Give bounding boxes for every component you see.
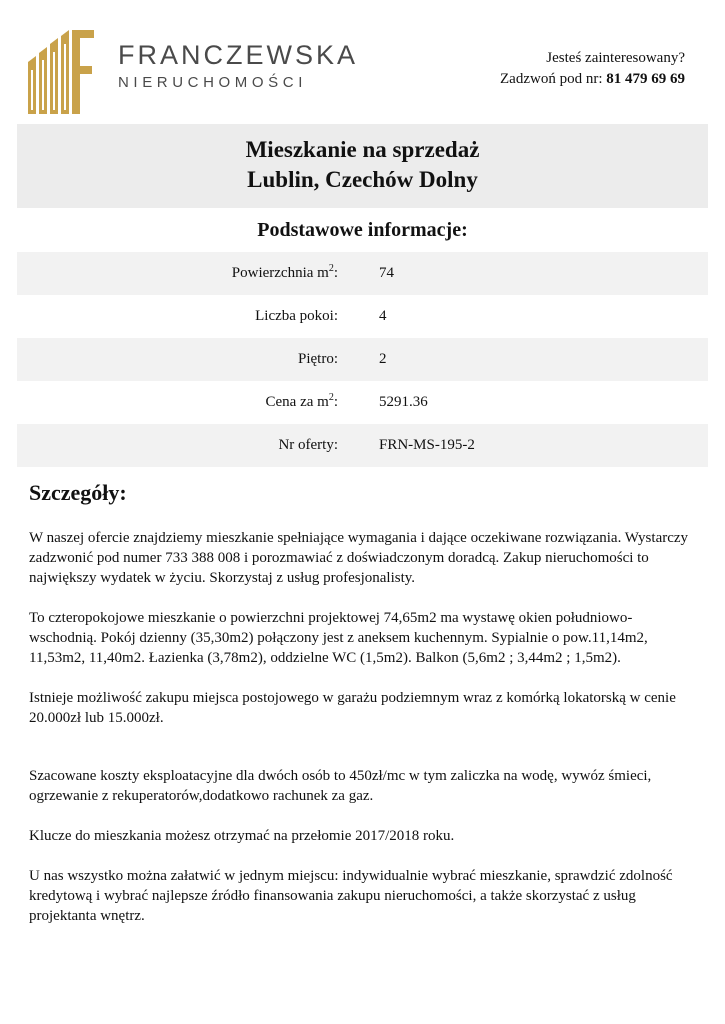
contact-question: Jesteś zainteresowany? bbox=[546, 50, 685, 66]
details-paragraph: W naszej ofercie znajdziemy mieszkanie spełniające wymagania i dające oczekiwane rozwiązania. Wystarczy zadzwonić pod numer 733 388 008 i porozmawiać z doświadczonym doradcą. Zakup nieruchomości to największy wydatek w życiu. Skorzystaj z usług profesjonalisty. bbox=[29, 530, 689, 586]
info-row-price-per-m2 bbox=[17, 381, 708, 424]
info-label: Piętro: bbox=[298, 351, 338, 367]
basic-info-table bbox=[17, 252, 708, 467]
info-row-offer-number bbox=[17, 424, 708, 467]
info-value: 2 bbox=[379, 351, 387, 367]
info-label: Powierzchnia $m^2$: bbox=[231, 263, 338, 281]
details-paragraph: To czteropokojowe mieszkanie o powierzchni projektowej 74,65m2 ma wystawę okien południowo-wschodnią. Pokój dzienny (35,30m2) połączony jest z aneksem kuchennym. Sypialnie o pow.11,14m2, 11,53m2, 11,40m2. Łazienka (3,78m2), oddzielne WC (1,5m2). Balkon (5,6m2 ; 3,44m2 ; 1,5m2). bbox=[29, 610, 648, 666]
details-paragraph: Istnieje możliwość zakupu miejsca postojowego w garażu podziemnym wraz z komórką lokatorską w cenie 20.000zł lub 15.000zł. bbox=[29, 690, 676, 726]
info-value: 74 bbox=[379, 265, 394, 281]
contact-call-line bbox=[500, 69, 685, 90]
contact-call-prefix: Zadzwoń pod nr: bbox=[500, 71, 603, 87]
contact-phone[interactable]: 81 479 69 69 bbox=[606, 71, 685, 87]
details-paragraph: U nas wszystko można załatwić w jednym miejscu: indywidualnie wybrać mieszkanie, sprawdzić zdolność kredytową i wybrać najlepsze źródło finansowania zakupu nieruchomości, a także skorzystać z usług projektanta wnętrz. bbox=[29, 868, 673, 924]
offer-title: Mieszkanie na sprzedaż bbox=[245, 137, 480, 162]
brand-subtitle: NIERUCHOMOŚCI bbox=[118, 74, 307, 91]
gold-building-columns-logo-icon bbox=[26, 26, 96, 116]
offer-location: Lublin, Czechów Dolny bbox=[247, 167, 478, 192]
info-row-area bbox=[17, 252, 708, 295]
info-value: 4 bbox=[379, 308, 387, 324]
info-label: Liczba pokoi: bbox=[255, 308, 338, 324]
details-paragraph: Klucze do mieszkania możesz otrzymać na przełomie 2017/2018 roku. bbox=[29, 828, 455, 844]
details-paragraph: Szacowane koszty eksploatacyjne dla dwóch osób to 450zł/mc w tym zaliczka na wodę, wywóz śmieci, ogrzewanie z rekuperatorów,dodatkowo rachunek za gaz. bbox=[29, 768, 652, 804]
details-text bbox=[29, 528, 699, 926]
brand-name: FRANCZEWSKA bbox=[118, 40, 359, 70]
info-row-floor bbox=[17, 338, 708, 381]
info-value: 5291.36 bbox=[379, 394, 428, 410]
contact-box bbox=[500, 48, 685, 90]
info-row-rooms bbox=[17, 295, 708, 338]
info-label: Nr oferty: bbox=[278, 437, 338, 453]
offer-title-band bbox=[17, 124, 708, 208]
info-value: FRN-MS-195-2 bbox=[379, 437, 475, 453]
details-heading: Szczegóły: bbox=[29, 480, 127, 505]
basic-info-heading: Podstawowe informacje: bbox=[257, 219, 468, 241]
info-label: Cena za $m^2$: bbox=[265, 392, 338, 410]
